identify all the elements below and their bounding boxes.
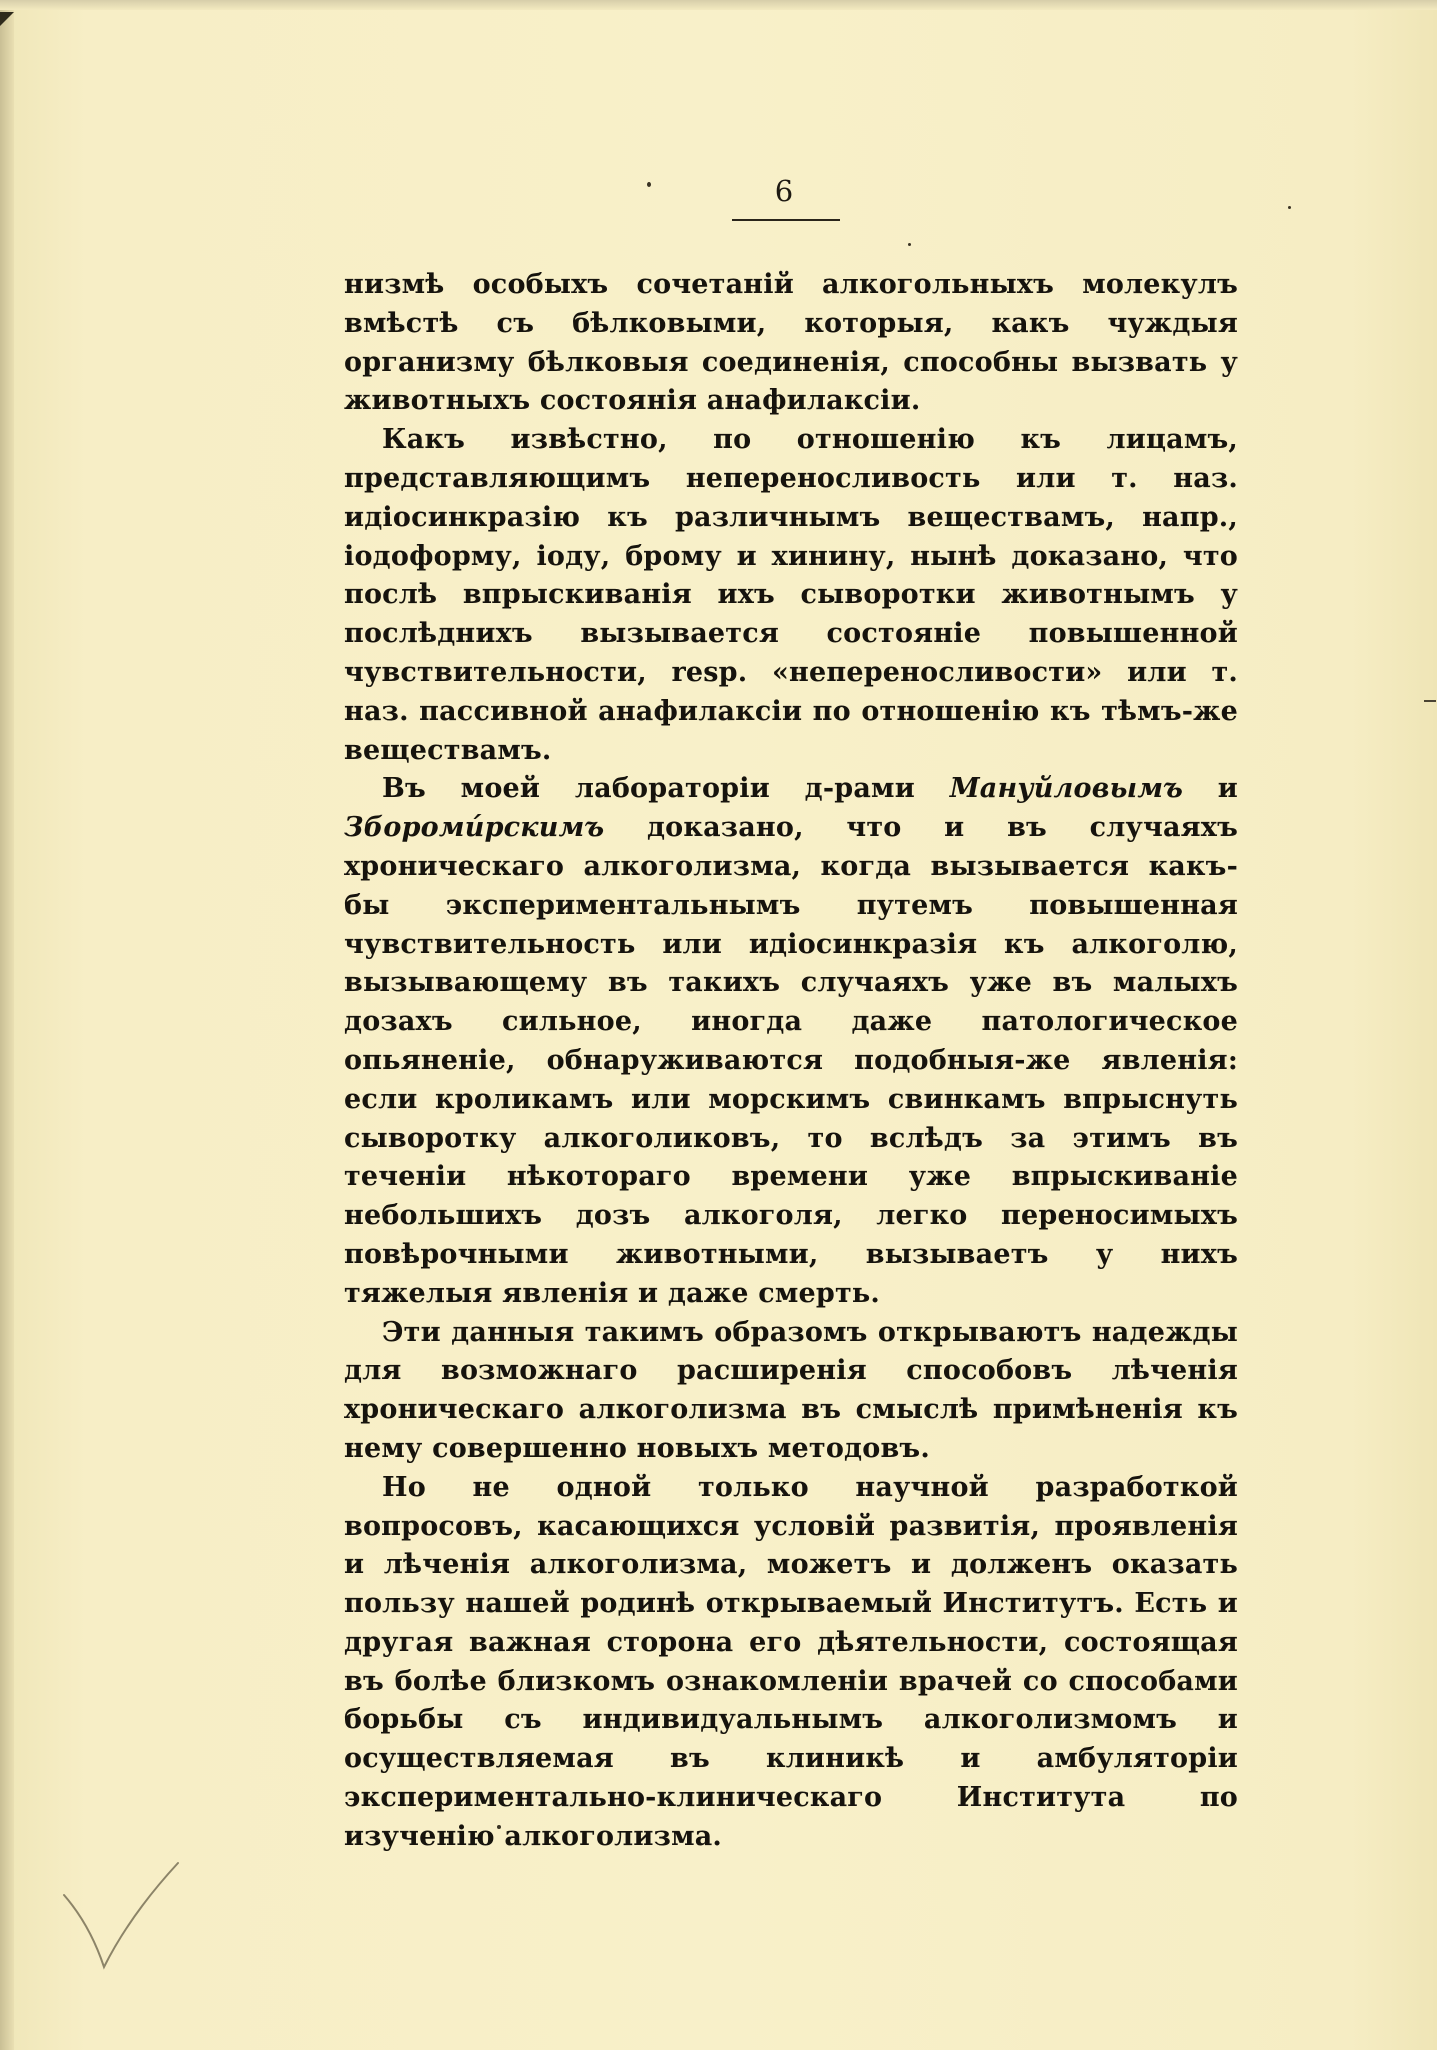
ink-speck — [1288, 206, 1291, 209]
paragraph-3-conjunction: и — [1183, 773, 1239, 805]
paragraph-3-lead: Въ моей лабораторіи д-рами — [382, 773, 950, 805]
margin-tick — [1424, 700, 1436, 702]
pencil-check-mark — [60, 1855, 190, 1975]
paragraph-2: Какъ извѣстно, по отношенію къ лицамъ, представляющимъ непереносливость или т. наз. идіосинкразію къ различнымъ веществамъ, напр., іодоформу, іоду, брому и хинину, нынѣ доказано, что послѣ впрыскиванія ихъ сыворотки животнымъ у послѣднихъ вызывается состояніе повышенной чувствительности, resp. «непереносливости» или т. наз. пассивной анафилаксіи по отношенію къ тѣмъ-же веществамъ. — [344, 424, 1238, 766]
paragraph-1: низмѣ особыхъ сочетаній алкогольныхъ молекулъ вмѣстѣ съ бѣлковыми, которыя, какъ чуждыя организму бѣлковыя соединенія, способны вызвать у животныхъ состоянія анафилаксіи. — [344, 269, 1238, 417]
ink-speck — [647, 182, 651, 187]
paragraph-4: Эти данныя такимъ образомъ открываютъ надежды для возможнаго расширенія способовъ лѣченія хроническаго алкоголизма въ смыслѣ примѣненія къ нему совершенно новыхъ методовъ. — [344, 1316, 1238, 1464]
page-number: 6 — [774, 174, 794, 208]
ink-speck — [908, 243, 911, 246]
corner-mark — [0, 12, 14, 26]
page-number-rule — [732, 219, 840, 221]
paragraph-3 — [344, 770, 1238, 1313]
paragraph-3-rest: доказано, что и въ случаяхъ хроническаго алкоголизма, когда вызывается какъ-бы экспериментальнымъ путемъ повышенная чувствительность или идіосинкразія къ алкоголю, вызывающему въ такихъ случаяхъ уже въ малыхъ дозахъ сильное, иногда даже патологическое опьяненіе, обнаруживаются подобныя-же явленія: если кроликамъ или морскимъ свинкамъ впрыснуть сыворотку алкоголиковъ, то вслѣдъ за этимъ въ теченіи нѣкотораго времени уже впрыскиваніе небольшихъ дозъ алкоголя, легко переносимыхъ повѣрочными животными, вызываетъ у нихъ тяжелыя явленія и даже смерть. — [344, 812, 1238, 1309]
author-name-zboromirsky: Збороми́рскимъ — [344, 812, 605, 844]
author-name-manuilov: Мануйловымъ — [949, 773, 1184, 805]
paragraph-5: Но не одной только научной разработкой вопросовъ, касающихся условій развитія, проявленія и лѣченія алкоголизма, можетъ и долженъ оказать пользу нашей родинѣ открываемый Институтъ. Есть и другая важная сторона его дѣятельности, состоящая въ болѣе близкомъ ознакомленіи врачей со способами борьбы съ индивидуальнымъ алкоголизмомъ и осуществляемая въ клиникѣ и амбуляторіи экспериментально-клиническаго Института по изученію алкоголизма. — [344, 1471, 1238, 1852]
body-text — [344, 266, 1238, 1857]
